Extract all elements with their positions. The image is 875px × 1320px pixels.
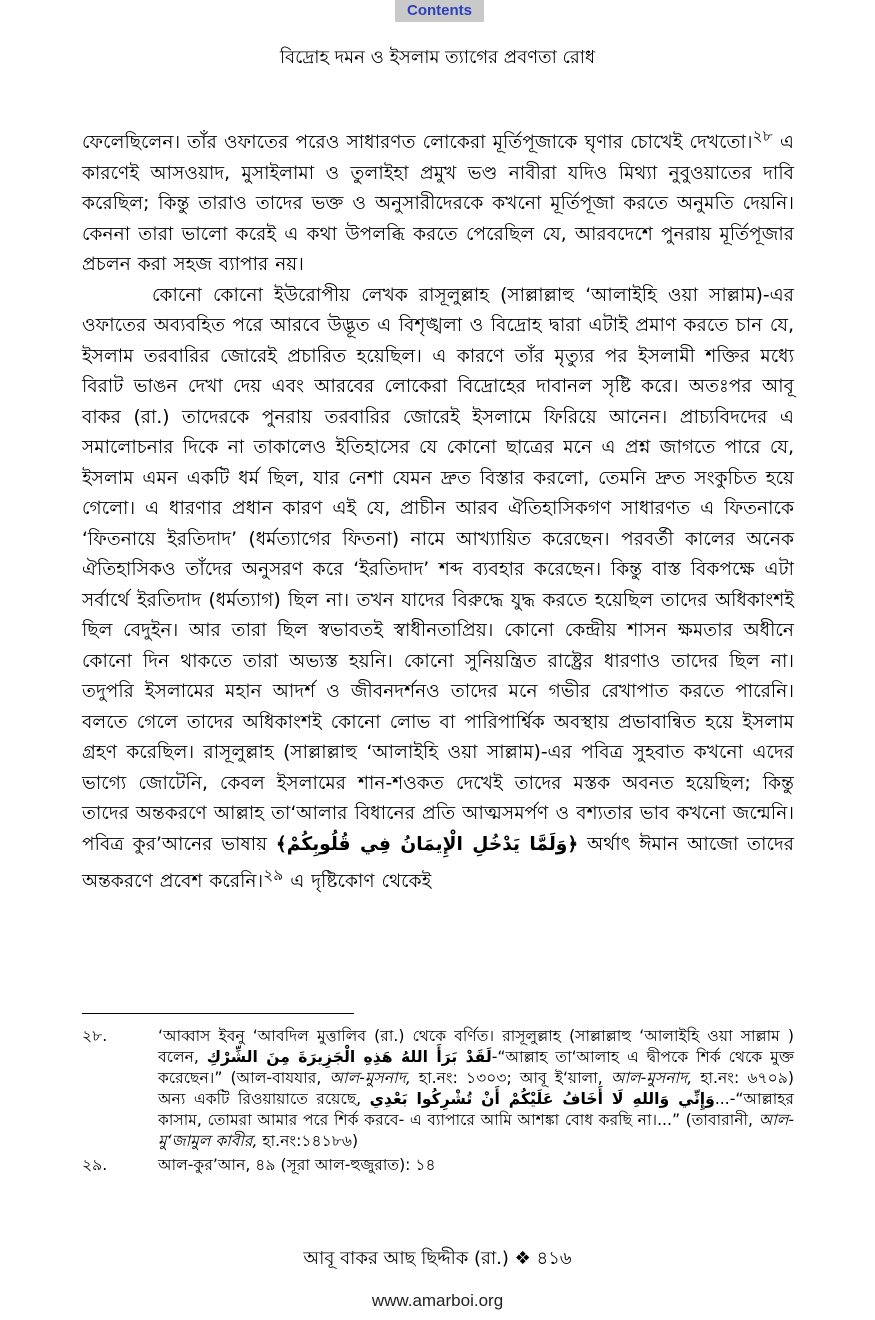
contents-button[interactable]: Contents (395, 0, 484, 22)
running-header: বিদ্রোহ দমন ও ইসলাম ত্যাগের প্রবণতা রোধ (279, 47, 596, 68)
main-text (82, 121, 794, 898)
website-link[interactable]: www.amarboi.org (371, 1291, 504, 1310)
footnote-ref-29[interactable]: ২৯ (263, 866, 284, 885)
book-title: আবূ বাকর আছ ছিদ্দীক (রা.) (303, 1248, 509, 1269)
hadith-arabic-1: لَقَدْ بَرَأَ اللهُ هَذِهِ الْجَزِيرَةَ مِنَ الشِّرْكِ (206, 1048, 492, 1066)
footnote-28 (82, 1026, 794, 1152)
footnote-number: ২৯. (82, 1156, 108, 1174)
footnote-text: ‘আব্বাস ইবনু ‘আবদিল মুত্তালিব (রা.) থেকে বর্ণিত। রাসূলুল্লাহ (সাল্লাল্লাহু ‘আলাইহি ওয়া সাল্লাম ) বলেন, لَقَدْ بَرَأَ اللهُ هَذِهِ الْجَزِيرَةَ مِنَ الشِّرْكِ-“আল্লাহ তা‘আলাহ এ দ্বীপকে শির্ক থেকে মুক্ত করেছেন।” (আল-বাযযার, আল-মুসনাদ, হা.নং: ১৩০৩; আবূ ই‘য়ালা, আল-মুসনাদ, হা.নং: ৬৭০৯) অন্য একটি রিওয়ায়াতে রয়েছে, وَإِنِّي وَاللهِ لَا أَخَافُ عَلَيْكُمْ أَنْ تُشْرِكُوا بَعْدِي...-“আল্লাহর কাসাম, তোমরা আমার পরে শির্ক করবে- এ ব্যাপারে আমি আশঙ্কা বোধ করছি না।...” (তাবারানী, আল-মু‘জামুল কাবীর, হা.নং:১৪১৮৬) (158, 1027, 794, 1150)
footnote-number: ২৮. (82, 1027, 108, 1045)
footnote-text: আল-কুর’আন, ৪৯ (সূরা আল-হুজুরাত): ১৪ (158, 1156, 436, 1174)
paragraph-2: কোনো কোনো ইউরোপীয় লেখক রাসূলুল্লাহ (সাল্লাল্লাহু ‘আলাইহি ওয়া সাল্লাম)-এর ওফাতের অব্যবহিত পরে আরবে উদ্ভূত এ বিশৃঙ্খলা ও বিদ্রোহ দ্বারা এটাই প্রমাণ করতে চান যে, ইসলাম তরবারির জোরেই প্রচারিত হয়েছিল। এ কারণে তাঁর মৃত্যুর পর ইসলামী শক্তির মধ্যে বিরাট ভাঙন দেখা দেয় এবং আরবের লোকেরা বিদ্রোহের দাবানল সৃষ্টি করে। অতঃপর আবূ বাকর (রা.) তাদেরকে পুনরায় তরবারির জোরেই ইসলামে ফিরিয়ে আনেন। প্রাচ্যবিদদের এ সমালোচনার দিকে না তাকালেও ইতিহাসের যে কোনো ছাত্রের মনে এ প্রশ্ন জাগতে পারে যে, ইসলাম এমন একটি ধর্ম ছিল, যার নেশা যেমন দ্রুত বিস্তার করলো, তেমনি দ্রুত সংকুচিত হয়ে গেলো। এ ধারণার প্রধান কারণ এই যে, প্রাচীন আরব ঐতিহাসিকগণ সাধারণত এ ফিতনাকে ‘ফিতনায়ে ইরতিদাদ’ (ধর্মত্যাগের ফিতনা) নামে আখ্যায়িত করেছেন। পরবর্তী কালের অনেক ঐতিহাসিকও তাঁদের অনুসরণ করে ‘ইরতিদাদ’ শব্দ ব্যবহার করেছেন। কিন্তু বাস্ত বিকপক্ষে এটা সর্বার্থে ইরতিদাদ (ধর্মত্যাগ) ছিল না। তখন যাদের বিরুদ্ধে যুদ্ধ করতে হয়েছিল তাদের অধিকাংশই ছিল বেদুইন। আর তারা ছিল স্বভাবতই স্বাধীনতাপ্রিয়। কোনো কেন্দ্রীয় শাসন ক্ষমতার অধীনে কোনো দিন থাকতে তারা অভ্যস্ত হয়নি। কোনো সুনিয়ন্ত্রিত রাষ্ট্রের ধারণাও তাদের ছিল না। তদুপরি ইসলামের মহান আদর্শ ও জীবনদর্শনও তাদের মনে গভীর রেখাপাত করতে পারেনি। বলতে গেলে তাদের অধিকাংশই কোনো লোভ বা পারিপার্শ্বিক অবস্থায় প্রভাবান্বিত হয়ে ইসলাম গ্রহণ করেছিল। রাসূলুল্লাহ (সাল্লাল্লাহু ‘আলাইহি ওয়া সাল্লাম)-এর পবিত্র সুহবাত কখনো এদের ভাগ্যে জোটেনি, কেবল ইসলামের শান-শওকত দেখেই তাদের মস্তক অবনত হয়েছিল; কিন্তু তাদের অন্তকরণে আল্লাহ তা‘আলার বিধানের প্রতি আত্মসমর্পণ ও বশ্যতার ভাব কখনো জন্মেনি। পবিত্র কুর’আনের ভাষায় ﴿وَلَمَّا يَدْخُلِ الْإِيمَانُ فِي قُلُوبِكُمْ﴾ অর্থাৎ ঈমান আজো তাদের অন্তকরণে প্রবেশ করেনি।$^{২৯}$ এ দৃষ্টিকোণ থেকেই (82, 284, 794, 893)
page-number: ৪১৬ (536, 1248, 572, 1269)
page-footer (0, 1245, 875, 1273)
footnotes (82, 1026, 794, 1179)
footnote-ref-28[interactable]: ২৮ (752, 127, 773, 145)
paragraph-1: ফেলেছিলেন। তাঁর ওফাতের পরেও সাধারণত লোকেরা মূর্তিপূজাকে ঘৃণার চোখেই দেখতো।$^{২৮}$ এ কারণেই আসওয়াদ, মুসাইলামা ও তুলাইহা প্রমুখ ভণ্ড নাবীরা যদিও মিথ্যা নুবুওয়াতের দাবি করেছিল; কিন্তু তারাও তাদের ভক্ত ও অনুসারীদেরকে কখনো মূর্তিপূজা করতে অনুমতি দেয়নি। কেননা তারা ভালো করেই এ কথা উপলব্ধি করতে পেরেছিল যে, আরবদেশে পুনরায় মূর্তিপূজার প্রচলন করা সহজ ব্যাপার নয়। (82, 127, 794, 276)
separator-icon: ❖ (514, 1248, 531, 1269)
footnote-divider (82, 1013, 354, 1014)
footnote-29 (82, 1155, 794, 1176)
hadith-arabic-2: وَإِنِّي وَاللهِ لَا أَخَافُ عَلَيْكُمْ أَنْ تُشْرِكُوا بَعْدِي (369, 1090, 715, 1108)
quran-quote: ﴿وَلَمَّا يَدْخُلِ الْإِيمَانُ فِي قُلُوبِكُمْ﴾ (275, 833, 579, 855)
